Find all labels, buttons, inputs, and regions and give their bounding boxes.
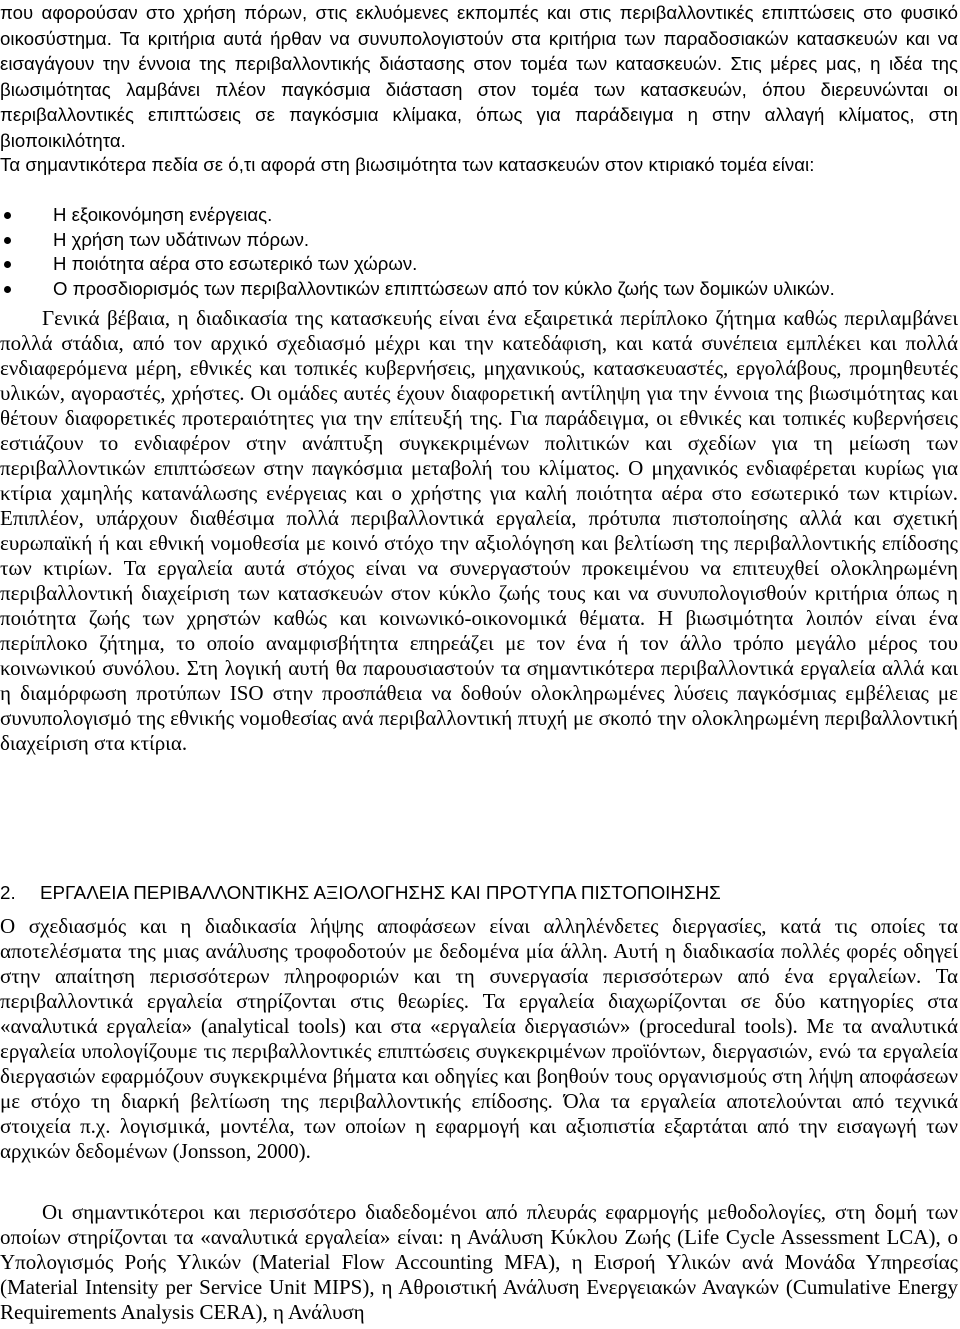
- fields-intro-paragraph: Τα σημαντικότερα πεδία σε ό,τι αφορά στη βιωσιμότητα των κατασκευών στον κτιριακό τομέα είναι:: [0, 154, 815, 175]
- bullet-icon: [4, 261, 11, 268]
- general-paragraph: Γενικά βέβαια, η διαδικασία της κατασκευής είναι ένα εξαιρετικά περίπλοκο ζήτημα καθώς περιλαμβάνει πολλά στάδια, από τον αρχικό σχεδιασμό μέχρι και την κατεδάφιση, και κατά συνέπεια εμπλέκει και πολλά ενδιαφερόμενα μέρη, εθνικές και τοπικές κυβερνήσεις, μηχανικούς, κατασκευαστές, εργολάβους, προμηθευτές υλικών, αγοραστές, χρήστες. Οι ομάδες αυτές έχουν διαφορετική αντίληψη για την έννοια της βιωσιμότητας και θέτουν διαφορετικές προτεραιότητες για την επίτευξή της. Για παράδειγμα, οι εθνικές και τοπικές κυβερνήσεις εστιάζουν το ενδιαφέρον στην ανάπτυξη συγκεκριμένων πολιτικών και σχεδίων για τη μείωση των περιβαλλοντικών επιπτώσεων στην παγκόσμια μεταβολή του κλίματος. Ο μηχανικός ενδιαφέρεται κυρίως για κτίρια χαμηλής κατανάλωσης ενέργειας και ο χρήστης για καλή ποιότητα αέρα στο εσωτερικό των κτιρίων. Επιπλέον, υπάρχουν διαθέσιμα πολλά περιβαλλοντικά εργαλεία, πρότυπα πιστοποίησης αλλά και σχετική ευρωπαϊκή ή και εθνική νομοθεσία με κοινό στόχο την αξιολόγηση και βελτίωση της περιβαλλοντικής επίδοσης των κτιρίων. Τα εργαλεία αυτά στόχος είναι να συνεργαστούν προκειμένου να επιτευχθεί ολοκληρωμένη περιβαλλοντική διαχείριση των κατασκευών στον κύκλο ζωής τους και να συνυπολογισθούν κριτήρια όπως η ποιότητα ζωής των χρηστών καθώς και κοινωνικό-οικονομικά θέματα. Η βιωσιμότητα λοιπόν είναι ένα περίπλοκο ζήτημα, το οποίο αναμφισβήτητα επηρεάζει με τον ένα ή τον άλλο τρόπο μεγάλο μέρος του κοινωνικού συνόλου. Στη λογική αυτή θα παρουσιαστούν τα σημαντικότερα περιβαλλοντικά εργαλεία αλλά και η διαμόρφωση προτύπων ISO στην προσπάθεια να δοθούν ολοκληρωμένες λύσεις παγκόσμιας εμβέλειας με συνυπολογισμό της εθνικής νομοθεσίας ανά περιβαλλοντική πτυχή με σκοπό την ολοκληρωμένη περιβαλλοντική διαχείριση στα κτίρια.: [0, 306, 958, 755]
- list-item-text: Η ποιότητα αέρα στο εσωτερικό των χώρων.: [53, 253, 418, 274]
- list-item: [0, 203, 958, 228]
- section-paragraph-1: Ο σχεδιασμός και η διαδικασία λήψης αποφάσεων είναι αλληλένδετες διεργασίες, κατά τις οποίες τα αποτελέσματα της μιας ανάλυσης τροφοδοτούν με δεδομένα μία άλλη. Αυτή η διαδικασία πολλές φορές οδηγεί στην απαίτηση περισσότερων πληροφοριών και τη συνεργασία περισσότερων από ένα εργαλείων. Τα περιβαλλοντικά εργαλεία στηρίζονται στις θεωρίες. Τα εργαλεία διαχωρίζονται σε δύο κατηγορίες στα «αναλυτικά εργαλεία» (analytical tools) και στα «εργαλεία διεργασιών» (procedural tools). Με τα αναλυτικά εργαλεία υπολογίζουμε τις περιβαλλοντικές επιπτώσεις συγκεκριμένων προϊόντων, διεργασιών, ενώ τα εργαλεία διεργασιών εφαρμόζουν συγκεκριμένα βήματα και οδηγίες και βοηθούν τους οργανισμούς στη λήψη αποφάσεων με στόχο τη διαρκή βελτίωση της περιβαλλοντικής επίδοσης. Όλα τα εργαλεία αποτελούνται από τεχνικά στοιχεία π.χ. λογισμικά, μοντέλα, των οποίων η εφαρμογή και αξιοπιστία εξαρτάται από την εισαγωγή των αρχικών δεδομένων (Jonsson, 2000).: [0, 914, 958, 1163]
- section-heading: [0, 880, 958, 905]
- list-item: [0, 228, 958, 253]
- section-paragraph-2: Οι σημαντικότεροι και περισσότερο διαδεδομένοι από πλευράς εφαρμογής μεθοδολογίες, στη δομή των οποίων στηρίζονται τα «αναλυτικά εργαλεία» είναι: η Ανάλυση Κύκλου Ζωής (Life Cycle Assessment LCA), ο Υπολογισμός Ροής Υλικών (Material Flow Accounting MFA), η Εισροή Υλικών ανά Μονάδα Υπηρεσίας (Material Intensity per Service Unit MIPS), η Αθροιστική Ανάλυση Ενεργειακών Αναγκών (Cumulative Energy Requirements Analysis CERA), η Ανάλυση: [0, 1200, 958, 1324]
- list-item: [0, 252, 958, 277]
- fields-list: [0, 203, 958, 301]
- list-item-text: Ο προσδιορισμός των περιβαλλοντικών επιπτώσεων από τον κύκλο ζωής των δομικών υλικών.: [53, 277, 835, 299]
- section-number: 2.: [0, 882, 16, 903]
- list-item-text: Η χρήση των υδάτινων πόρων.: [53, 228, 310, 250]
- list-item-text: Η εξοικονόμηση ενέργειας.: [53, 204, 273, 225]
- list-item: [0, 277, 958, 302]
- bullet-icon: [4, 212, 11, 219]
- bullet-icon: [4, 286, 11, 293]
- intro-paragraph: που αφορούσαν στο χρήση πόρων, στις εκλυόμενες εκπομπές και στις περιβαλλοντικές επιπτώσεις στο φυσικό οικοσύστημα. Τα κριτήρια αυτά ήρθαν να συνυπολογιστούν στα κριτήρια των παραδοσιακών κατασκευών και να εισαγάγουν την έννοια της περιβαλλοντικής διάστασης στον τομέα των κατασκευών. Στις μέρες μας, η ιδέα της βιωσιμότητας λαμβάνει πλέον παγκόσμια διάσταση στον τομέα των κατασκευών, όπου διερευνώνται οι περιβαλλοντικές επιπτώσεις σε παγκόσμια κλίμακα, όπως για παράδειγμα η στην αλλαγή κλίματος, στη βιοποικιλότητα.: [0, 2, 958, 151]
- section-title: ΕΡΓΑΛΕΙΑ ΠΕΡΙΒΑΛΛΟΝΤΙΚΗΣ ΑΞΙΟΛΟΓΗΣΗΣ ΚΑΙ ΠΡΟΤΥΠΑ ΠΙΣΤΟΠΟΙΗΣΗΣ: [40, 882, 721, 903]
- bullet-icon: [4, 237, 11, 244]
